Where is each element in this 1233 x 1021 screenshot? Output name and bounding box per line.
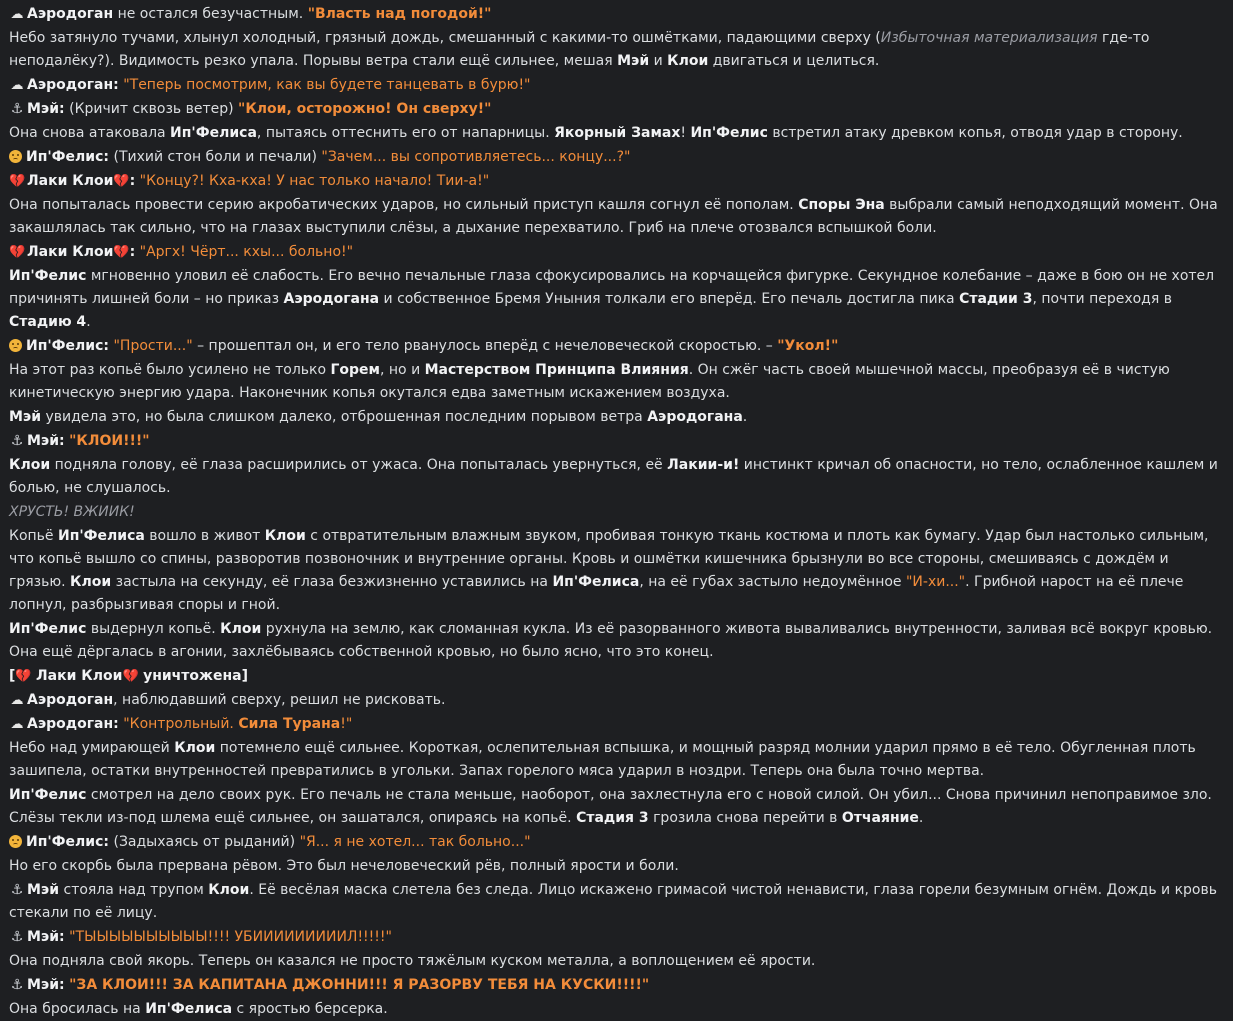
bold-name: Клои [667, 53, 709, 69]
message-line [9, 335, 1224, 358]
narration-text: подняла голову, её глаза расширились от ужаса. Она попыталась увернуться, её [50, 457, 668, 473]
bold-name: Ип'Фелиса [57, 528, 145, 544]
colon: : [59, 433, 65, 449]
narration-text: . Её весёлая маска слетела без следа. Лицо искажено гримасой чистой ненависти, глаза горели безумным огнём. Дождь и кровь стекали по её лицу. [9, 882, 1217, 921]
message-line [9, 241, 1224, 264]
message-line [9, 98, 1224, 121]
quote-text: "Клои, осторожно! Он сверху!" [238, 101, 492, 117]
speaker-name: Аэродоган [27, 716, 114, 732]
colon: : [129, 173, 136, 189]
sad-face-icon [9, 150, 22, 163]
narration-text: На этот раз копьё было усилено не только [9, 362, 331, 378]
narration-text: и [649, 53, 668, 69]
speaker-name: Аэродоган [27, 6, 114, 22]
narration-text: стояла над трупом [59, 882, 209, 898]
narration-text: , но и [380, 362, 425, 378]
bold-name: Ип'Фелис [690, 125, 768, 141]
quote-text: "Я... я не хотел... так больно..." [299, 834, 531, 850]
broken-heart-icon: 💔 [9, 174, 26, 189]
speaker-name: Ип'Фелис [26, 149, 104, 165]
narration-text: Она снова атаковала [9, 125, 171, 141]
broken-heart-icon: 💔 [122, 669, 139, 684]
bold-term: Стадию 4 [9, 314, 87, 330]
bracket: [ [9, 668, 16, 684]
speaker-name: Лаки Клои [27, 244, 114, 260]
narration-text: застыла на секунду, её глаза безжизненно уставились на [111, 574, 553, 590]
colon: : [59, 101, 65, 117]
anchor-icon: ⚓ [10, 929, 24, 945]
stage-direction: (Кричит сквозь ветер) [69, 101, 234, 117]
narration-text: инстинкт кричал об опасности, но тело, ослабленное кашлем и болью, не слушалось. [9, 457, 1218, 496]
narration-line [9, 406, 1224, 429]
sound-effect-line [9, 501, 1224, 524]
bold-term: Мастерством Принципа Влияния [424, 362, 689, 378]
bold-name: Клои [70, 574, 112, 590]
narration-text: , почти переходя в [1032, 291, 1172, 307]
status-text: уничтожена] [143, 668, 248, 684]
narration-text: Она подняла свой якорь. Теперь он казался не просто тяжёлым куском металла, а воплощением её ярости. [9, 953, 816, 969]
anchor-icon: ⚓ [10, 882, 24, 898]
narration-text: грозила снова перейти в [648, 810, 842, 826]
narration-text: рухнула на землю, как сломанная кукла. Из её разорванного живота вываливались внутренности, заливая всё вокруг кровью. Она ещё дёргалась в агонии, захлёбываясь собственной кровью, но было ясно, что это конец. [9, 621, 1213, 660]
cloud-icon: ☁ [10, 693, 24, 708]
narration-text: и собственное Бремя Уныния толкали его вперёд. Его печаль достигла пика [379, 291, 960, 307]
narration-text: Она бросилась на [9, 1001, 146, 1017]
narration-text: ! [680, 125, 691, 141]
bold-term: Горем [330, 362, 380, 378]
narration-text: потемнело ещё сильнее. Короткая, ослепительная вспышка, и мощный разряд молнии ударил прямо в её тело. Обугленная плоть зашипела, остатки внутренностей превратились в угольки. Запах горелого мяса ударил в ноздри. Теперь она была точно мертва. [9, 740, 1196, 779]
quote-text: "Контрольный. [123, 716, 239, 732]
narration-line [9, 359, 1224, 405]
colon: : [113, 716, 119, 732]
message-line [9, 926, 1224, 949]
narration-text: . [742, 409, 748, 425]
bold-name: Мэй [617, 53, 650, 69]
cloud-icon: ☁ [10, 7, 24, 22]
bold-name: Клои [9, 457, 51, 473]
narration-line [9, 525, 1224, 617]
quote-text: "Укол!" [777, 338, 839, 354]
anchor-icon: ⚓ [10, 433, 24, 449]
message-line [9, 170, 1224, 193]
narration-line [9, 879, 1224, 925]
narration-line [9, 950, 1224, 973]
quote-text: "Власть над погодой!" [307, 6, 492, 22]
quote-text: "Теперь посмотрим, как вы будете танцевать в бурю!" [123, 77, 531, 93]
narration-line [9, 265, 1224, 334]
narration-line [9, 454, 1224, 500]
bold-name: Клои [220, 621, 262, 637]
italic-term: Избыточная материализация [880, 30, 1098, 46]
narration-text: Небо затянуло тучами, хлынул холодный, грязный дождь, смешанный с какими-то ошмётками, падающими сверху ( [9, 30, 881, 46]
bold-term: Стадия 3 [576, 810, 649, 826]
bold-name: Ип'Фелис [9, 787, 87, 803]
bold-name: Мэй [9, 409, 42, 425]
bold-term: Стадии 3 [959, 291, 1033, 307]
anchor-icon: ⚓ [10, 977, 24, 993]
bold-name: Ип'Фелиса [170, 125, 257, 141]
narration-line [9, 618, 1224, 664]
bold-term: Споры Эна [798, 197, 885, 213]
narration-text: Она попыталась провести серию акробатических ударов, но сильный приступ кашля согнул её пополам. [9, 197, 799, 213]
quote-text: "КЛОИ!!!" [69, 433, 150, 449]
narration-line [9, 122, 1224, 145]
narration-text: . [918, 810, 924, 826]
bold-term: Якорный Замах [554, 125, 681, 141]
narration-line [9, 689, 1224, 712]
bold-name: Ип'Фелис [9, 621, 87, 637]
bold-term: Отчаяние [841, 810, 919, 826]
speaker-name: Мэй [27, 101, 60, 117]
quote-text: "Концу?! Кха-кха! У нас только начало! Тии-а!" [139, 173, 490, 189]
message-line [9, 146, 1224, 169]
sad-face-icon [9, 835, 22, 848]
speaker-name: Мэй [27, 929, 60, 945]
broken-heart-icon: 💔 [15, 669, 32, 684]
bold-name: Клои [174, 740, 216, 756]
system-line [9, 665, 1224, 688]
speaker-name: Ип'Фелис [26, 338, 104, 354]
speaker-name: Мэй [27, 433, 60, 449]
quote-text: "Зачем... вы сопротивляетесь... концу...?" [321, 149, 631, 165]
bold-name: Аэродогана [283, 291, 380, 307]
narration-text: увидела это, но была слишком далеко, отброшенная последним порывом ветра [41, 409, 648, 425]
narration-text: , на её губах застыло недоумённое [639, 574, 906, 590]
message-line [9, 74, 1224, 97]
bold-name: Клои [208, 882, 250, 898]
cloud-icon: ☁ [10, 717, 24, 732]
narration-text: Небо над умирающей [9, 740, 175, 756]
bold-term: Лакии-и! [667, 457, 740, 473]
narration-line [9, 855, 1224, 878]
speaker-name: Лаки Клои [27, 173, 114, 189]
narration-text: выбрали самый неподходящий момент. Она закашлялась так сильно, что на глазах выступили слёзы, а дыхание перехватило. Гриб на плече отозвался вспышкой боли. [9, 197, 1218, 236]
colon: : [103, 834, 110, 850]
narration-text: . Грибной нарост на её плече лопнул, разбрызгивая споры и гной. [9, 574, 1184, 613]
narration-text: смотрел на дело своих рук. Его печаль не стала меньше, наоборот, она захлестнула его с новой силой. Он убил... Снова причинил непоправимое зло. Слёзы текли из-под шлема ещё сильнее, он зашатался, опираясь на копьё. [9, 787, 1212, 826]
narration-line [9, 998, 1224, 1021]
anchor-icon: ⚓ [10, 101, 24, 117]
narration-line [9, 194, 1224, 240]
speaker-name: Лаки Клои [36, 668, 123, 684]
message-line [9, 713, 1224, 736]
broken-heart-icon: 💔 [9, 245, 26, 260]
narration-text: встретил атаку древком копья, отводя удар в сторону. [767, 125, 1183, 141]
narration-text: , наблюдавший сверху, решил не рисковать. [113, 692, 446, 708]
narration-text: Но его скорбь была прервана рёвом. Это был нечеловеческий рёв, полный ярости и боли. [9, 858, 679, 874]
broken-heart-icon: 💔 [113, 245, 130, 260]
quote-text: Сила Турана [238, 716, 341, 732]
narration-text: с отвратительным влажным звуком, пробивая тонкую ткань костюма и плоть как бумагу. Удар был настолько сильным, что копьё вышло со спины, разворотив позвоночник и внутренние органы. Кровь и ошмётки кишечника брызнули во все стороны, смешиваясь с дождём и грязью. [9, 528, 1209, 590]
bold-name: Ип'Фелис [9, 268, 87, 284]
broken-heart-icon: 💔 [113, 174, 130, 189]
narration-text: где-то неподалёку?). Видимость резко упала. Порывы ветра стали ещё сильнее, мешая [9, 30, 1150, 69]
quote-text: "И-хи..." [905, 574, 966, 590]
quote-text: "ТЫЫЫЫЫЫЫЫЫЫ!!!! УБИИИИИИИИИЛ!!!!!" [69, 929, 392, 945]
quote-text: "Прости..." [113, 338, 193, 354]
narration-text: вошло в живот [144, 528, 265, 544]
narration-text: , пытаясь оттеснить его от напарницы. [256, 125, 555, 141]
bold-name: Аэродогана [647, 409, 743, 425]
narration-text: двигаться и целиться. [708, 53, 880, 69]
message-line [9, 430, 1224, 453]
colon: : [113, 77, 119, 93]
quote-text: "ЗА КЛОИ!!! ЗА КАПИТАНА ДЖОННИ!!! Я РАЗОРВУ ТЕБЯ НА КУСКИ!!!!" [69, 977, 650, 993]
speaker-name: Аэродоган [27, 77, 114, 93]
narration-text: – прошептал он, и его тело рванулось вперёд с нечеловеческой скоростью. – [192, 338, 778, 354]
narration-text: . [86, 314, 91, 330]
speaker-name: Мэй [27, 977, 60, 993]
colon: : [103, 149, 110, 165]
stage-direction: (Задыхаясь от рыданий) [113, 834, 296, 850]
colon: : [103, 338, 110, 354]
narration-line [9, 737, 1224, 783]
message-text: не остался безучастным. [117, 6, 308, 22]
message-line [9, 831, 1224, 854]
quote-text: !" [340, 716, 353, 732]
message-line [9, 974, 1224, 997]
quote-text: "Аргх! Чёрт... кхы... больно!" [139, 244, 354, 260]
narration-text: выдернул копьё. [86, 621, 221, 637]
bold-name: Ип'Фелиса [552, 574, 640, 590]
narration-text: . Он сжёг часть своей мышечной массы, преобразуя её в чистую кинетическую энергию удара. Наконечник копья окутался едва заметным искажением воздуха. [9, 362, 1170, 401]
narration-text: с яростью берсерка. [232, 1001, 388, 1017]
colon: : [129, 244, 136, 260]
narration-line [9, 784, 1224, 830]
narration-line [9, 27, 1224, 73]
colon: : [59, 929, 65, 945]
bold-name: Ип'Фелиса [145, 1001, 233, 1017]
message-line [9, 3, 1224, 26]
sad-face-icon [9, 339, 22, 352]
cloud-icon: ☁ [10, 78, 24, 93]
sound-effect-text: ХРУСТЬ! ВЖИИК! [9, 504, 135, 520]
speaker-name: Аэродоган [27, 692, 114, 708]
speaker-name: Ип'Фелис [26, 834, 104, 850]
stage-direction: (Тихий стон боли и печали) [113, 149, 317, 165]
colon: : [59, 977, 65, 993]
narration-text: мгновенно уловил её слабость. Его вечно печальные глаза сфокусировались на корчащейся фигурке. Секундное колебание – даже в бою он не хотел причинять лишней боли – но приказ [9, 268, 1215, 307]
narration-text: Копьё [9, 528, 58, 544]
speaker-name: Мэй [27, 882, 60, 898]
bold-name: Клои [264, 528, 306, 544]
